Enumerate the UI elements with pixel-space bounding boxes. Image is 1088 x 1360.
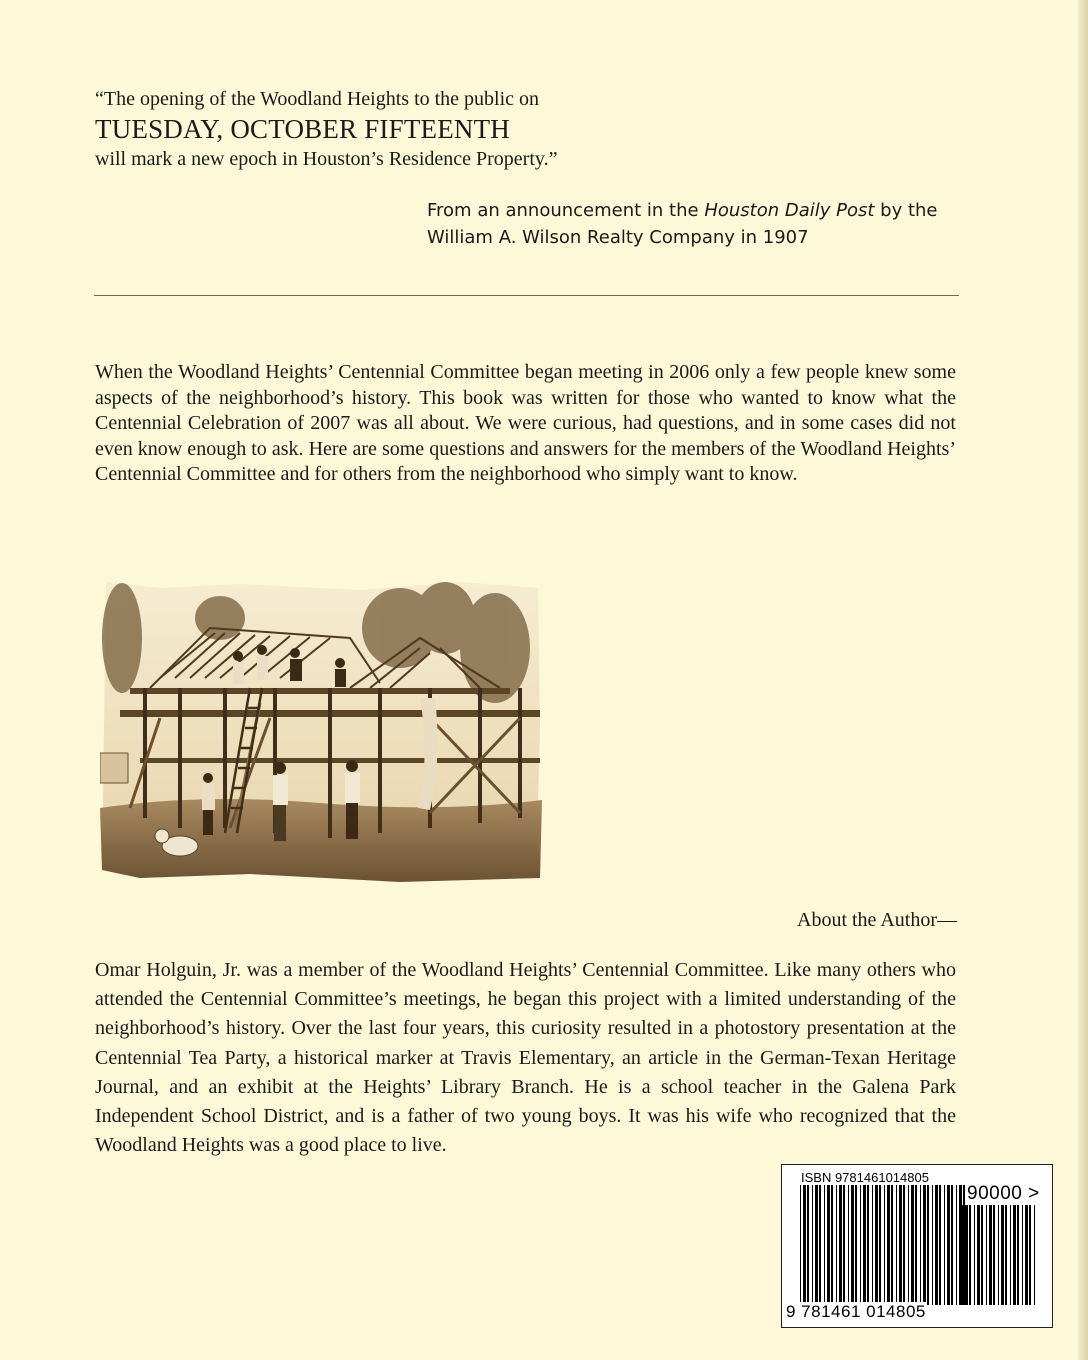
barcode-bar (1029, 1205, 1031, 1305)
barcode-bar (819, 1185, 821, 1305)
barcode-bar (1005, 1205, 1007, 1305)
barcode-bar (827, 1185, 830, 1305)
barcode-bar (843, 1185, 845, 1305)
barcode-bar (927, 1185, 929, 1305)
intro-paragraph: When the Woodland Heights’ Centennial Committee began meeting in 2006 only a few people knew some aspects of the neighborhood’s history. This book was written for those who wanted to know what the Centennial Celebration of 2007 was all about. We were curious, had questions, and in some cases did not even know enough to ask. Here are some questions and answers for the members of the Woodland Heights’ Centennial Committee and for others from the neighborhood who simply want to know. (95, 361, 956, 485)
isbn-barcode (781, 1164, 1053, 1328)
barcode-bar (986, 1205, 987, 1305)
barcode-bar (896, 1185, 897, 1305)
barcode-bar (824, 1185, 825, 1305)
barcode-bar (911, 1185, 914, 1305)
barcode-bar (872, 1185, 873, 1305)
barcode-bar (951, 1185, 953, 1305)
barcode-bar (803, 1185, 806, 1305)
barcode-bar (1022, 1205, 1023, 1305)
barcode-bar (903, 1185, 905, 1305)
barcode-bar (908, 1185, 909, 1305)
barcode-bar (935, 1185, 938, 1305)
historical-quote (95, 86, 795, 172)
isbn-label: ISBN 9781461014805 (801, 1170, 929, 1185)
barcode-bar (807, 1185, 809, 1305)
historic-construction-photo (100, 578, 542, 883)
barcode-bar (875, 1185, 878, 1305)
barcode-bar (848, 1185, 849, 1305)
barcode-bar (800, 1185, 801, 1305)
barcode-bar (915, 1185, 917, 1305)
quote-attribution (427, 197, 987, 251)
barcode-bar (947, 1185, 950, 1305)
barcode-bar (989, 1205, 992, 1305)
barcode-bar (932, 1185, 933, 1305)
barcode-bar (867, 1185, 869, 1305)
barcode-bar (1034, 1205, 1035, 1305)
barcode-bar (920, 1185, 921, 1305)
barcode-bar (956, 1185, 957, 1305)
about-author-heading: About the Author— (797, 909, 957, 931)
barcode-bar (939, 1185, 941, 1305)
barcode-bar (815, 1185, 818, 1305)
page-edge-shadow (1078, 0, 1088, 1360)
barcode-bar (969, 1205, 971, 1305)
barcode-digits: 9 781461 014805 (786, 1302, 926, 1321)
barcode-bar (851, 1185, 854, 1305)
barcode-bar (977, 1205, 980, 1305)
barcode-bar (831, 1185, 833, 1305)
barcode-bar (1001, 1205, 1004, 1305)
divider-rule (94, 295, 959, 296)
attribution-prefix: From an announcement in the (427, 200, 705, 221)
attribution-publication: Houston Daily Post (704, 200, 875, 221)
barcode-bar (879, 1185, 881, 1305)
barcode-bar (1025, 1205, 1028, 1305)
barcode-bar (891, 1185, 893, 1305)
barcode-bars-addon (962, 1205, 1042, 1325)
barcode-bar (863, 1185, 866, 1305)
barcode-bar (860, 1185, 861, 1305)
price-code: 90000 > (967, 1183, 1040, 1204)
barcode-bar (1010, 1205, 1011, 1305)
barcode-bar (965, 1205, 968, 1305)
barcode-bar (812, 1185, 813, 1305)
barcode-bar (839, 1185, 842, 1305)
barcode-bar (962, 1205, 963, 1305)
attribution-suffix: by the William A. Wilson Realty Company in 1907 (427, 200, 938, 248)
quote-line-3: will mark a new epoch in Houston’s Residence Property.” (95, 148, 558, 170)
quote-line-2: TUESDAY, OCTOBER FIFTEENTH (95, 114, 510, 144)
barcode-bar (855, 1185, 857, 1305)
barcode-bar (993, 1205, 995, 1305)
barcode-bar (899, 1185, 902, 1305)
barcode-bar (974, 1205, 975, 1305)
barcode-bar (981, 1205, 983, 1305)
author-bio-paragraph: Omar Holguin, Jr. was a member of the Woodland Heights’ Centennial Committee. Like many others who attended the Centennial Committee’s meetings, he began this project with a limited understanding of the neighborhood’s history. Over the last four years, this curiosity resulted in a photostory presentation at the Centennial Tea Party, a historical marker at Travis Elementary, an article in the German-Texan Heritage Journal, and an exhibit at the Heights’ Library Branch. He is a school teacher in the Galena Park Independent School District, and is a father of two young boys. It was his wife who recognized that the Woodland Heights was a good place to live. (95, 959, 956, 1157)
quote-line-1: “The opening of the Woodland Heights to the public on (95, 88, 540, 110)
barcode-bar (836, 1185, 837, 1305)
barcode-bar (887, 1185, 890, 1305)
barcode-bar (1017, 1205, 1019, 1305)
barcode-bar (884, 1185, 885, 1305)
barcode-bar (923, 1185, 926, 1305)
barcode-bar (944, 1185, 945, 1305)
barcode-bar (1013, 1205, 1016, 1305)
barcode-bar (998, 1205, 999, 1305)
